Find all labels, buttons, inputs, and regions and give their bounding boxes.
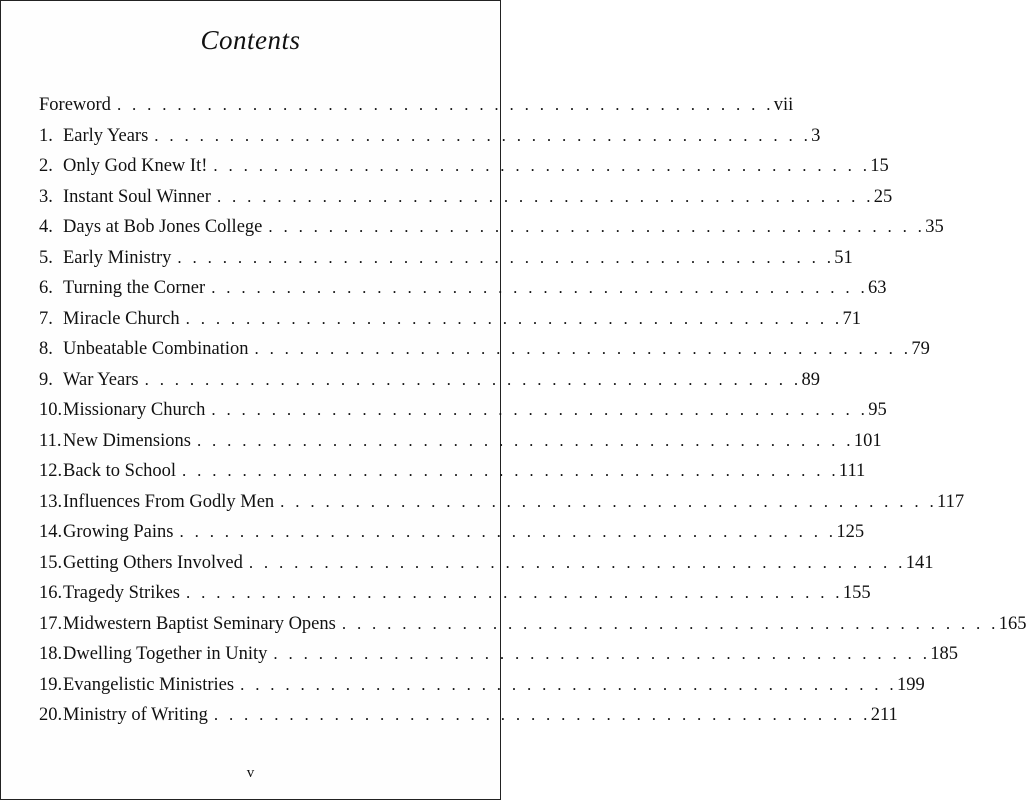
- toc-entry-number: 11.: [39, 430, 62, 451]
- dot-leader: . . . . . . . . . . . . . . . . . . . . . . . . . . . . . . . . . . . . . . . . . . . .: [213, 705, 871, 724]
- toc-entry-label: Early Ministry: [63, 247, 172, 268]
- toc-entry-label: Instant Soul Winner: [63, 186, 211, 207]
- toc-entry-page: vii: [773, 95, 794, 115]
- toc-entry: [39, 461, 866, 492]
- table-of-contents: [39, 95, 1026, 736]
- toc-entry-label: Days at Bob Jones College: [63, 217, 263, 237]
- toc-entry-page: 211: [870, 705, 898, 725]
- toc-entry: [39, 400, 887, 431]
- toc-entry: [39, 308, 861, 340]
- toc-entry-number: 2.: [39, 156, 53, 176]
- toc-entry-number: 19.: [39, 674, 63, 695]
- toc-entry: [39, 644, 959, 675]
- toc-entry-number: 5.: [39, 247, 53, 268]
- toc-entry: [39, 247, 853, 279]
- toc-entry-number: 17.: [39, 613, 63, 634]
- toc-entry-page: 3: [811, 125, 821, 146]
- toc-entry-label: Foreword: [39, 95, 111, 115]
- dot-leader: . . . . . . . . . . . . . . . . . . . . . . . . . . . . . . . . . . . . . . . . . . . .: [280, 491, 938, 511]
- toc-entry-foreword: [39, 95, 794, 126]
- toc-entry-label: Early Years: [63, 125, 149, 146]
- toc-entry-label: Growing Pains: [63, 522, 174, 542]
- toc-entry-page: 199: [896, 674, 925, 695]
- toc-entry-page: 117: [937, 491, 965, 512]
- dot-leader: . . . . . . . . . . . . . . . . . . . . . . . . . . . . . . . . . . . . . . . . . . . .: [177, 247, 835, 267]
- toc-entry-label: Unbeatable Combination: [63, 339, 249, 359]
- toc-entry-page: 63: [868, 278, 887, 298]
- toc-entry-page: 101: [853, 430, 882, 451]
- toc-entry-number: 10.: [39, 400, 63, 420]
- dot-leader: . . . . . . . . . . . . . . . . . . . . . . . . . . . . . . . . . . . . . . . . . . . .: [341, 613, 999, 633]
- toc-entry: [39, 125, 821, 157]
- toc-entry-label: Missionary Church: [63, 400, 206, 420]
- toc-entry: [39, 674, 925, 706]
- dot-leader: . . . . . . . . . . . . . . . . . . . . . . . . . . . . . . . . . . . . . . . . . . . .: [213, 156, 871, 175]
- toc-entry-number: 12.: [39, 461, 63, 481]
- dot-leader: . . . . . . . . . . . . . . . . . . . . . . . . . . . . . . . . . . . . . . . . . . . .: [144, 369, 802, 389]
- toc-entry: [39, 552, 934, 584]
- toc-entry-number: 4.: [39, 217, 53, 237]
- toc-entry-page: 89: [801, 369, 820, 390]
- page-title: Contents: [200, 25, 301, 55]
- dot-leader: . . . . . . . . . . . . . . . . . . . . . . . . . . . . . . . . . . . . . . . . . . . .: [185, 308, 843, 328]
- dot-leader: . . . . . . . . . . . . . . . . . . . . . . . . . . . . . . . . . . . . . . . . . . . .: [179, 522, 837, 541]
- toc-entry-page: 25: [873, 186, 893, 207]
- toc-entry-page: 111: [838, 461, 866, 481]
- toc-entry-number: 13.: [39, 491, 63, 512]
- toc-entry-label: Influences From Godly Men: [63, 491, 275, 512]
- toc-entry-number: 18.: [39, 644, 63, 664]
- toc-entry-page: 165: [998, 613, 1026, 634]
- dot-leader: . . . . . . . . . . . . . . . . . . . . . . . . . . . . . . . . . . . . . . . . . . . .: [186, 583, 843, 602]
- toc-entry-label: Ministry of Writing: [63, 705, 208, 725]
- toc-entry-number: 14.: [39, 522, 63, 542]
- toc-entry-page: 71: [842, 308, 861, 329]
- toc-entry-page: 79: [911, 339, 930, 359]
- dot-leader: . . . . . . . . . . . . . . . . . . . . . . . . . . . . . . . . . . . . . . . . . . . .: [116, 95, 774, 114]
- dot-leader: . . . . . . . . . . . . . . . . . . . . . . . . . . . . . . . . . . . . . . . . . . . .: [211, 278, 869, 297]
- toc-entry: [39, 278, 887, 309]
- toc-entry: [39, 430, 882, 462]
- toc-entry-label: Tragedy Strikes: [63, 583, 180, 603]
- toc-entry: [39, 369, 820, 401]
- dot-leader: . . . . . . . . . . . . . . . . . . . . . . . . . . . . . . . . . . . . . . . . . . . .: [268, 217, 926, 236]
- dot-leader: . . . . . . . . . . . . . . . . . . . . . . . . . . . . . . . . . . . . . . . . . . . .: [273, 644, 931, 663]
- toc-entry: [39, 186, 893, 218]
- toc-entry-number: 15.: [39, 552, 63, 573]
- toc-entry-page: 125: [836, 522, 865, 542]
- toc-entry-number: 1.: [39, 125, 53, 146]
- toc-entry-label: Evangelistic Ministries: [63, 674, 235, 695]
- toc-entry: [39, 522, 865, 553]
- dot-leader: . . . . . . . . . . . . . . . . . . . . . . . . . . . . . . . . . . . . . . . . . . . .: [211, 400, 869, 419]
- toc-entry-number: 20.: [39, 705, 63, 725]
- dot-leader: . . . . . . . . . . . . . . . . . . . . . . . . . . . . . . . . . . . . . . . . . . . .: [248, 552, 906, 572]
- toc-entry-label: Turning the Corner: [63, 278, 206, 298]
- toc-entry-number: 9.: [39, 369, 53, 390]
- toc-entry-label: Back to School: [63, 461, 177, 481]
- toc-entry: [39, 491, 965, 523]
- toc-entry-label: Only God Knew It!: [63, 156, 208, 176]
- toc-entry-label: Miracle Church: [63, 308, 180, 329]
- toc-entry: [39, 583, 871, 614]
- dot-leader: . . . . . . . . . . . . . . . . . . . . . . . . . . . . . . . . . . . . . . . . . . . .: [216, 186, 874, 206]
- toc-entry-page: 15: [870, 156, 889, 176]
- toc-entry-page: 95: [868, 400, 887, 420]
- toc-entry: [39, 705, 898, 736]
- toc-entry-label: War Years: [63, 369, 139, 390]
- dot-leader: . . . . . . . . . . . . . . . . . . . . . . . . . . . . . . . . . . . . . . . . . . . .: [154, 125, 812, 145]
- page-number: v: [246, 765, 255, 781]
- toc-entry-label: New Dimensions: [63, 430, 191, 451]
- toc-entry-page: 155: [842, 583, 871, 603]
- dot-leader: . . . . . . . . . . . . . . . . . . . . . . . . . . . . . . . . . . . . . . . . . . . .: [240, 674, 897, 694]
- toc-entry-number: 6.: [39, 278, 53, 298]
- toc-entry-number: 16.: [39, 583, 63, 603]
- toc-entry: [39, 217, 944, 248]
- toc-entry-page: 35: [925, 217, 944, 237]
- toc-entry-number: 7.: [39, 308, 53, 329]
- toc-entry-label: Midwestern Baptist Seminary Opens: [63, 613, 336, 634]
- toc-entry-number: 8.: [39, 339, 53, 359]
- toc-entry: [39, 339, 930, 370]
- toc-entry-label: Getting Others Involved: [63, 552, 243, 573]
- toc-entry: [39, 613, 1026, 645]
- dot-leader: . . . . . . . . . . . . . . . . . . . . . . . . . . . . . . . . . . . . . . . . . . . .: [182, 461, 839, 480]
- toc-entry-number: 3.: [39, 186, 53, 207]
- toc-entry: [39, 156, 889, 187]
- toc-entry-page: 185: [930, 644, 959, 664]
- toc-entry-page: 141: [905, 552, 934, 573]
- dot-leader: . . . . . . . . . . . . . . . . . . . . . . . . . . . . . . . . . . . . . . . . . . . .: [254, 339, 912, 358]
- toc-entry-label: Dwelling Together in Unity: [63, 644, 268, 664]
- dot-leader: . . . . . . . . . . . . . . . . . . . . . . . . . . . . . . . . . . . . . . . . . . . .: [196, 430, 854, 450]
- toc-entry-page: 51: [834, 247, 853, 268]
